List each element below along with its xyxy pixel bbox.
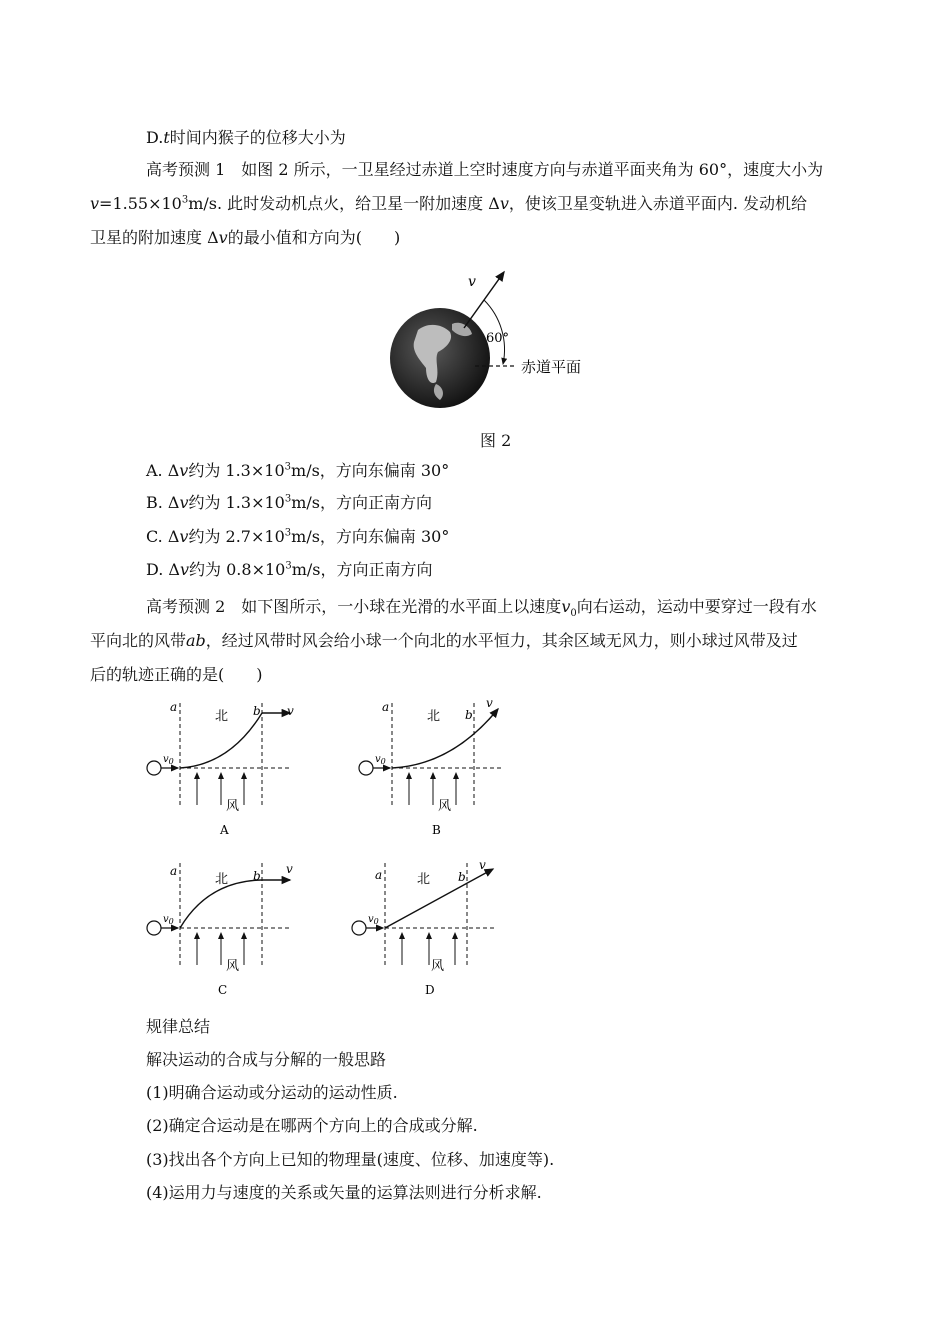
summary-heading: 规律总结 xyxy=(146,1017,211,1036)
wind-band-diagram-d xyxy=(345,855,515,1000)
angle-label: 60° xyxy=(486,331,510,346)
north-label: 北 xyxy=(215,709,229,724)
label-a: a xyxy=(382,700,390,714)
label-b: b xyxy=(253,869,261,883)
label-b: b xyxy=(465,708,473,722)
label-b: b xyxy=(458,870,466,884)
trajectory xyxy=(392,709,498,768)
ball xyxy=(147,921,161,935)
trajectory xyxy=(180,880,262,928)
wind-band-diagram-c xyxy=(140,855,310,1000)
question-2-text: 高考预测 2 如下图所示，一小球在光滑的水平面上以速度$v_0$向右运动，运动中要穿过一段有水 平向北的风带ab，经过风带时风会给小球一个向北的水平恒力，其余区域无风力，则小球过风带及过 后的轨迹正确的是( ) xyxy=(90,597,817,684)
v0-label: $v_0$ xyxy=(163,754,174,766)
v-label: v xyxy=(479,858,486,872)
ball xyxy=(147,761,161,775)
label-a: a xyxy=(375,868,383,882)
satellite-globe-figure xyxy=(380,260,610,420)
label-a: a xyxy=(170,700,178,714)
option-d: D. Δv约为 $0.8\times 10^3m/s$，方向正南方向 xyxy=(146,560,433,579)
north-label: 北 xyxy=(427,709,441,724)
diagram-letter: A xyxy=(220,823,229,837)
v-label: v xyxy=(486,696,493,710)
north-label: 北 xyxy=(215,872,229,887)
velocity-label: v xyxy=(468,274,476,290)
summary-item: (3)找出各个方向上已知的物理量(速度、位移、加速度等). xyxy=(146,1150,555,1169)
wind-label: 风 xyxy=(226,799,240,814)
wind-band-diagram-a xyxy=(140,695,310,840)
question-2-label: 高考预测 2 xyxy=(146,597,226,616)
figure-2-caption: 图 2 xyxy=(480,431,512,450)
option-a: A. Δv约为 $1.3\times 10^3m/s$，方向东偏南 30° xyxy=(146,461,450,480)
diagram-letter: B xyxy=(432,823,441,837)
label-b: b xyxy=(253,704,261,718)
equatorial-plane-label: 赤道平面 xyxy=(521,358,582,376)
ball xyxy=(352,921,366,935)
wind-label: 风 xyxy=(431,959,445,974)
wind-label: 风 xyxy=(438,799,452,814)
diagram-letter: D xyxy=(425,983,435,997)
option-c: C. Δv约为 $2.7\times 10^3m/s$，方向东偏南 30° xyxy=(146,527,450,546)
summary-item: (4)运用力与速度的关系或矢量的运算法则进行分析求解. xyxy=(146,1183,542,1202)
summary-subheading: 解决运动的合成与分解的一般思路 xyxy=(146,1050,387,1069)
summary-item: (2)确定合运动是在哪两个方向上的合成或分解. xyxy=(146,1116,478,1135)
question-1-text: 高考预测 1 如图 2 所示，一卫星经过赤道上空时速度方向与赤道平面夹角为 60°，速度大小为 $v=1.55\times 10^3m/s$. 此时发动机点火，给卫星一附加速度 Δv，使该卫星变轨进入赤道平面内. 发动机给 卫星的附加速度 Δv的最小值和方向为( ) xyxy=(90,160,824,247)
ball xyxy=(359,761,373,775)
v0-label: $v_0$ xyxy=(368,914,379,926)
label-a: a xyxy=(170,864,178,878)
diagram-letter: C xyxy=(218,983,228,997)
trajectory xyxy=(385,869,493,928)
north-label: 北 xyxy=(417,872,431,887)
v-label: v xyxy=(286,862,293,876)
v0-label: $v_0$ xyxy=(375,754,386,766)
question-1-label: 高考预测 1 xyxy=(146,160,226,179)
v-label: v xyxy=(287,704,294,718)
v0-label: $v_0$ xyxy=(163,914,174,926)
summary-item: (1)明确合运动或分运动的运动性质. xyxy=(146,1083,398,1102)
option-d-previous: D.t时间内猴子的位移大小为 xyxy=(146,128,346,147)
wind-band-diagram-b xyxy=(352,695,522,840)
option-b: B. Δv约为 $1.3\times 10^3m/s$，方向正南方向 xyxy=(146,493,432,512)
wind-label: 风 xyxy=(226,959,240,974)
